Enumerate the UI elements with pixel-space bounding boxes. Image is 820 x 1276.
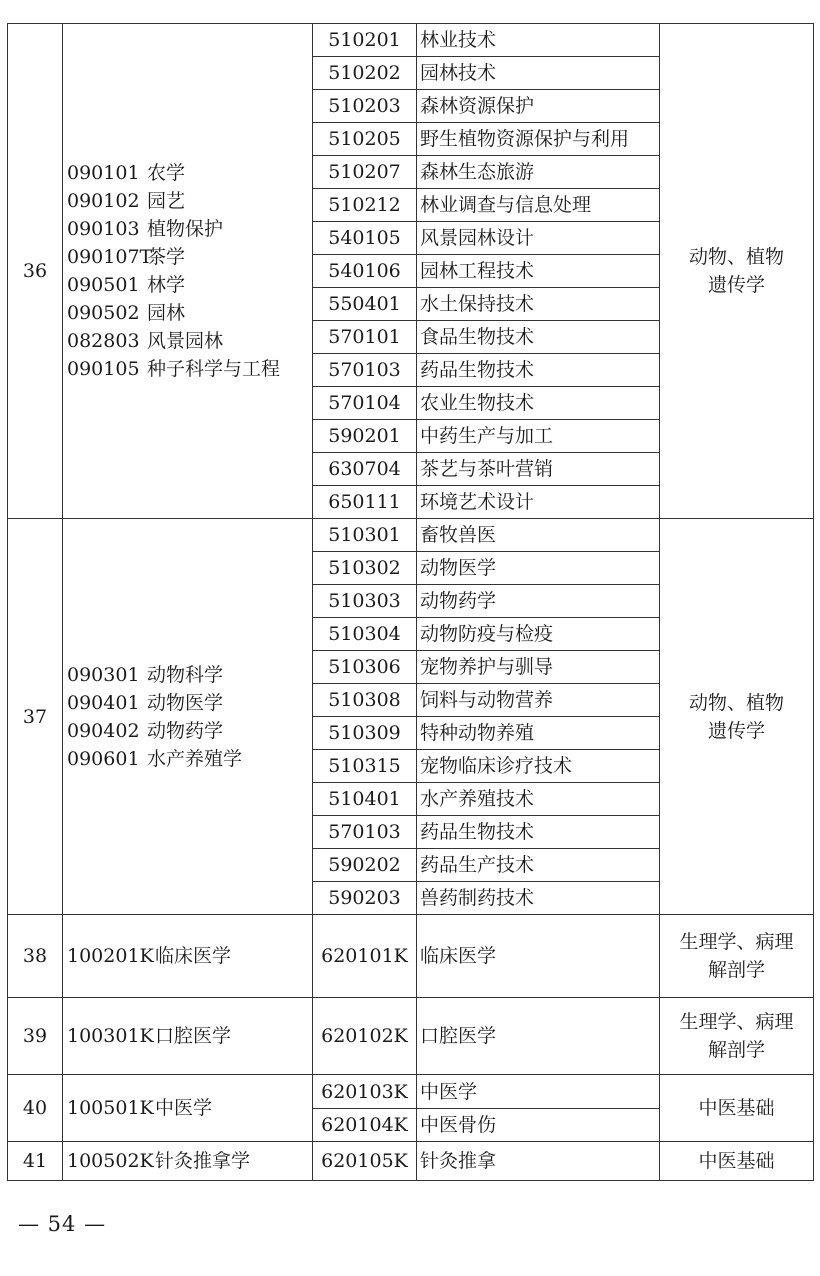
undergrad-major — [67, 661, 312, 689]
undergrad-majors-cell — [63, 1075, 313, 1142]
vocational-major-code: 620101K — [313, 915, 417, 998]
undergrad-major-code: 082803 — [67, 330, 140, 352]
undergrad-major-name: 动物科学 — [147, 663, 224, 686]
vocational-major-name: 林业调查与信息处理 — [417, 189, 660, 222]
table-row — [8, 998, 814, 1075]
undergrad-major-code: 090101 — [67, 162, 140, 184]
vocational-major-name: 药品生物技术 — [417, 354, 660, 387]
vocational-major-code: 540106 — [313, 255, 417, 288]
group-number: 40 — [8, 1075, 63, 1142]
undergrad-major-code: 090107T — [67, 246, 153, 268]
exam-subject-cell — [660, 1142, 814, 1181]
vocational-major-code: 620103K — [313, 1075, 417, 1109]
vocational-major-name: 森林生态旅游 — [417, 156, 660, 189]
undergrad-major-code: 090502 — [67, 302, 140, 324]
undergrad-major-code: 090501 — [67, 274, 140, 296]
undergrad-major-code: 090103 — [67, 218, 140, 240]
undergrad-major — [67, 327, 312, 355]
group-number: 39 — [8, 998, 63, 1075]
undergrad-major — [67, 1094, 312, 1122]
undergrad-major-code: 090401 — [67, 691, 140, 714]
undergrad-major — [67, 215, 312, 243]
vocational-major-code: 650111 — [313, 486, 417, 519]
undergrad-major — [67, 243, 312, 271]
exam-subject-cell — [660, 998, 814, 1075]
exam-subject-line: 动物、植物 — [688, 691, 784, 714]
undergrad-major — [67, 1022, 312, 1050]
vocational-major-name: 药品生物技术 — [417, 816, 660, 849]
undergrad-majors-cell — [63, 998, 313, 1075]
table-row — [8, 1075, 814, 1109]
vocational-major-name: 特种动物养殖 — [417, 717, 660, 750]
undergrad-major — [67, 271, 312, 299]
exam-subject-line: 生理学、病理 — [679, 931, 794, 953]
group-number: 37 — [8, 519, 63, 915]
vocational-major-name: 针灸推拿 — [417, 1142, 660, 1181]
vocational-major-name: 宠物临床诊疗技术 — [417, 750, 660, 783]
undergrad-major-name: 园林 — [147, 302, 186, 324]
vocational-major-code: 510212 — [313, 189, 417, 222]
vocational-major-code: 590203 — [313, 882, 417, 915]
vocational-major-code: 620104K — [313, 1109, 417, 1142]
exam-subject-cell — [660, 1075, 814, 1142]
exam-subject-cell — [660, 915, 814, 998]
vocational-major-code: 510201 — [313, 24, 417, 57]
vocational-major-name: 动物医学 — [417, 552, 660, 585]
group-number: 38 — [8, 915, 63, 998]
undergrad-majors-cell — [63, 915, 313, 998]
vocational-major-name: 风景园林设计 — [417, 222, 660, 255]
vocational-major-code: 510304 — [313, 618, 417, 651]
undergrad-major-name: 茶学 — [147, 246, 186, 268]
vocational-major-code: 570101 — [313, 321, 417, 354]
undergrad-major — [67, 187, 312, 215]
exam-subject-line: 动物、植物 — [688, 246, 784, 268]
vocational-major-code: 570103 — [313, 354, 417, 387]
undergrad-major — [67, 355, 312, 383]
exam-subject-line: 遗传学 — [707, 274, 765, 296]
vocational-major-name: 临床医学 — [417, 915, 660, 998]
vocational-major-code: 570103 — [313, 816, 417, 849]
undergrad-major-name: 口腔医学 — [155, 1025, 232, 1047]
vocational-major-name: 中医学 — [417, 1075, 660, 1109]
undergrad-major-code: 100502K — [67, 1150, 154, 1172]
undergrad-major — [67, 159, 312, 187]
vocational-major-code: 540105 — [313, 222, 417, 255]
undergrad-major-code: 090301 — [67, 663, 140, 686]
exam-subject-line: 中医基础 — [698, 1150, 775, 1172]
vocational-major-name: 宠物养护与驯导 — [417, 651, 660, 684]
undergrad-major-name: 风景园林 — [147, 330, 224, 352]
vocational-major-code: 510303 — [313, 585, 417, 618]
undergrad-major-name: 农学 — [147, 162, 186, 184]
vocational-major-name: 药品生产技术 — [417, 849, 660, 882]
undergrad-major — [67, 299, 312, 327]
undergrad-major-code: 090601 — [67, 747, 140, 770]
vocational-major-name: 环境艺术设计 — [417, 486, 660, 519]
vocational-major-name: 饲料与动物营养 — [417, 684, 660, 717]
undergrad-major-name: 临床医学 — [155, 945, 232, 967]
vocational-major-name: 动物防疫与检疫 — [417, 618, 660, 651]
vocational-major-name: 畜牧兽医 — [417, 519, 660, 552]
group-number: 41 — [8, 1142, 63, 1181]
vocational-major-name: 茶艺与茶叶营销 — [417, 453, 660, 486]
vocational-major-name: 园林工程技术 — [417, 255, 660, 288]
undergrad-major-code: 100201K — [67, 945, 154, 967]
exam-subject-line: 中医基础 — [698, 1097, 775, 1119]
table-row — [8, 24, 814, 57]
vocational-major-code: 590202 — [313, 849, 417, 882]
undergrad-major-code: 100501K — [67, 1097, 154, 1119]
vocational-major-name: 园林技术 — [417, 57, 660, 90]
vocational-major-code: 510205 — [313, 123, 417, 156]
group-number: 36 — [8, 24, 63, 519]
undergrad-major — [67, 942, 312, 970]
vocational-major-name: 林业技术 — [417, 24, 660, 57]
vocational-major-name: 野生植物资源保护与利用 — [417, 123, 660, 156]
vocational-major-name: 食品生物技术 — [417, 321, 660, 354]
vocational-major-code: 510315 — [313, 750, 417, 783]
page-number: — 54 — — [18, 1212, 107, 1236]
undergrad-major-code: 090102 — [67, 190, 140, 212]
exam-subject-line: 解剖学 — [707, 959, 765, 981]
vocational-major-code: 510308 — [313, 684, 417, 717]
exam-subject-cell — [660, 519, 814, 915]
undergrad-major-name: 中医学 — [155, 1097, 213, 1119]
undergrad-major-name: 植物保护 — [147, 218, 224, 240]
undergrad-major-name: 针灸推拿学 — [155, 1150, 251, 1172]
undergrad-majors-cell — [63, 1142, 313, 1181]
vocational-major-code: 620105K — [313, 1142, 417, 1181]
vocational-major-name: 森林资源保护 — [417, 90, 660, 123]
undergrad-major — [67, 1147, 312, 1175]
vocational-major-name: 动物药学 — [417, 585, 660, 618]
table-row — [8, 1142, 814, 1181]
undergrad-major-code: 100301K — [67, 1025, 154, 1047]
undergrad-major-code: 090105 — [67, 358, 140, 380]
undergrad-major — [67, 717, 312, 745]
undergrad-major-name: 园艺 — [147, 190, 186, 212]
majors-table — [7, 23, 814, 1181]
vocational-major-name: 口腔医学 — [417, 998, 660, 1075]
exam-subject-line: 生理学、病理 — [679, 1011, 794, 1033]
vocational-major-code: 570104 — [313, 387, 417, 420]
vocational-major-code: 510202 — [313, 57, 417, 90]
vocational-major-code: 510301 — [313, 519, 417, 552]
vocational-major-name: 水产养殖技术 — [417, 783, 660, 816]
vocational-major-name: 兽药制药技术 — [417, 882, 660, 915]
undergrad-major — [67, 745, 312, 773]
vocational-major-code: 590201 — [313, 420, 417, 453]
vocational-major-code: 550401 — [313, 288, 417, 321]
vocational-major-code: 620102K — [313, 998, 417, 1075]
vocational-major-name: 中医骨伤 — [417, 1109, 660, 1142]
vocational-major-code: 630704 — [313, 453, 417, 486]
exam-subject-line: 解剖学 — [707, 1039, 765, 1061]
undergrad-majors-cell — [63, 519, 313, 915]
undergrad-major-name: 林学 — [147, 274, 186, 296]
undergrad-major-name: 水产养殖学 — [147, 747, 243, 770]
undergrad-major-name: 动物药学 — [147, 719, 224, 742]
vocational-major-code: 510302 — [313, 552, 417, 585]
exam-subject-cell — [660, 24, 814, 519]
exam-subject-line: 遗传学 — [707, 719, 765, 742]
vocational-major-code: 510207 — [313, 156, 417, 189]
vocational-major-code: 510309 — [313, 717, 417, 750]
undergrad-major — [67, 689, 312, 717]
vocational-major-name: 水土保持技术 — [417, 288, 660, 321]
vocational-major-name: 中药生产与加工 — [417, 420, 660, 453]
vocational-major-code: 510401 — [313, 783, 417, 816]
undergrad-major-code: 090402 — [67, 719, 140, 742]
vocational-major-code: 510203 — [313, 90, 417, 123]
vocational-major-name: 农业生物技术 — [417, 387, 660, 420]
majors-table-body — [8, 24, 814, 1181]
undergrad-major-name: 种子科学与工程 — [147, 358, 281, 380]
table-row — [8, 915, 814, 998]
undergrad-majors-cell — [63, 24, 313, 519]
undergrad-major-name: 动物医学 — [147, 691, 224, 714]
table-row — [8, 519, 814, 552]
vocational-major-code: 510306 — [313, 651, 417, 684]
